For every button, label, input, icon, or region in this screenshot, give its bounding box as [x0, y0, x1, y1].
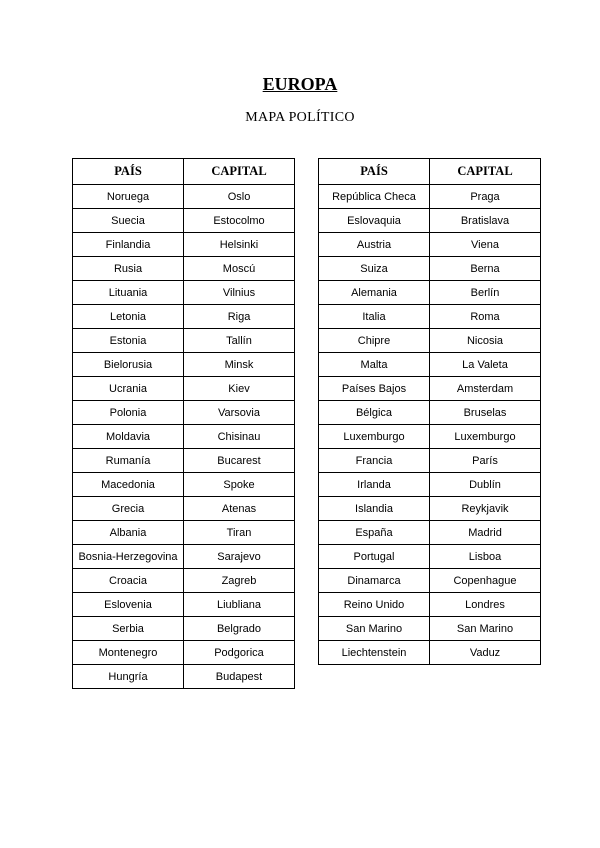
header-capital: CAPITAL: [184, 159, 295, 185]
country-cell: Moldavia: [73, 425, 184, 449]
country-cell: Lituania: [73, 281, 184, 305]
table-row: [73, 641, 295, 665]
country-cell: Francia: [319, 449, 430, 473]
country-cell: Reino Unido: [319, 593, 430, 617]
capital-cell: Riga: [184, 305, 295, 329]
country-cell: Alemania: [319, 281, 430, 305]
capital-cell: Belgrado: [184, 617, 295, 641]
capital-cell: Berlín: [430, 281, 541, 305]
capital-cell: Chisinau: [184, 425, 295, 449]
document-subtitle: MAPA POLÍTICO: [245, 110, 355, 125]
table-row: [319, 473, 541, 497]
table-row: [319, 281, 541, 305]
capital-cell: Sarajevo: [184, 545, 295, 569]
country-cell: Dinamarca: [319, 569, 430, 593]
capital-cell: Bruselas: [430, 401, 541, 425]
country-cell: Serbia: [73, 617, 184, 641]
country-cell: Polonia: [73, 401, 184, 425]
country-cell: Eslovaquia: [319, 209, 430, 233]
table-row: [73, 281, 295, 305]
countries-table-right: [318, 158, 541, 665]
capital-cell: Tallín: [184, 329, 295, 353]
country-cell: San Marino: [319, 617, 430, 641]
country-cell: Grecia: [73, 497, 184, 521]
country-cell: Suecia: [73, 209, 184, 233]
table-row: [73, 353, 295, 377]
table-row: [319, 353, 541, 377]
table-body-right: [319, 185, 541, 665]
capital-cell: Moscú: [184, 257, 295, 281]
capital-cell: Budapest: [184, 665, 295, 689]
table-row: [73, 257, 295, 281]
capital-cell: Praga: [430, 185, 541, 209]
header-country: PAÍS: [73, 159, 184, 185]
capital-cell: Atenas: [184, 497, 295, 521]
table-row: [319, 641, 541, 665]
table-row: [319, 545, 541, 569]
country-cell: República Checa: [319, 185, 430, 209]
capital-cell: Vaduz: [430, 641, 541, 665]
capital-cell: Helsinki: [184, 233, 295, 257]
table-header-row: [319, 159, 541, 185]
country-cell: Rusia: [73, 257, 184, 281]
capital-cell: Berna: [430, 257, 541, 281]
header-country: PAÍS: [319, 159, 430, 185]
capital-cell: Minsk: [184, 353, 295, 377]
country-cell: Liechtenstein: [319, 641, 430, 665]
capital-cell: Podgorica: [184, 641, 295, 665]
table-row: [73, 449, 295, 473]
country-cell: Portugal: [319, 545, 430, 569]
country-cell: Luxemburgo: [319, 425, 430, 449]
capital-cell: Amsterdam: [430, 377, 541, 401]
table-row: [319, 521, 541, 545]
country-cell: España: [319, 521, 430, 545]
capital-cell: La Valeta: [430, 353, 541, 377]
country-cell: Suiza: [319, 257, 430, 281]
table-body-left: [73, 185, 295, 689]
capital-cell: Copenhague: [430, 569, 541, 593]
capital-cell: Reykjavik: [430, 497, 541, 521]
country-cell: Eslovenia: [73, 593, 184, 617]
table-row: [73, 521, 295, 545]
table-row: [319, 401, 541, 425]
table-row: [319, 377, 541, 401]
table-row: [319, 449, 541, 473]
table-row: [73, 185, 295, 209]
header-capital: CAPITAL: [430, 159, 541, 185]
capital-cell: Lisboa: [430, 545, 541, 569]
table-row: [73, 569, 295, 593]
table-header-row: [73, 159, 295, 185]
country-cell: Austria: [319, 233, 430, 257]
capital-cell: Tiran: [184, 521, 295, 545]
table-row: [319, 257, 541, 281]
capital-cell: Nicosia: [430, 329, 541, 353]
capital-cell: Luxemburgo: [430, 425, 541, 449]
table-row: [319, 305, 541, 329]
country-cell: Albania: [73, 521, 184, 545]
country-cell: Italia: [319, 305, 430, 329]
capital-cell: San Marino: [430, 617, 541, 641]
table-row: [319, 185, 541, 209]
table-row: [319, 233, 541, 257]
table-row: [319, 497, 541, 521]
capital-cell: Viena: [430, 233, 541, 257]
capital-cell: Estocolmo: [184, 209, 295, 233]
capital-cell: Dublín: [430, 473, 541, 497]
country-cell: Países Bajos: [319, 377, 430, 401]
table-row: [73, 425, 295, 449]
capital-cell: Vilnius: [184, 281, 295, 305]
country-cell: Montenegro: [73, 641, 184, 665]
countries-table-left: [72, 158, 295, 689]
table-row: [319, 209, 541, 233]
table-row: [73, 401, 295, 425]
table-row: [73, 593, 295, 617]
table-row: [73, 473, 295, 497]
table-row: [73, 665, 295, 689]
country-cell: Chipre: [319, 329, 430, 353]
country-cell: Malta: [319, 353, 430, 377]
table-row: [73, 617, 295, 641]
table-row: [319, 593, 541, 617]
table-row: [319, 617, 541, 641]
country-cell: Hungría: [73, 665, 184, 689]
table-row: [73, 305, 295, 329]
table-row: [319, 329, 541, 353]
country-cell: Bosnia-Herzegovina: [73, 545, 184, 569]
table-row: [319, 569, 541, 593]
capital-cell: Londres: [430, 593, 541, 617]
capital-cell: Oslo: [184, 185, 295, 209]
country-cell: Islandia: [319, 497, 430, 521]
capital-cell: París: [430, 449, 541, 473]
table-row: [73, 329, 295, 353]
table-row: [73, 233, 295, 257]
capital-cell: Bratislava: [430, 209, 541, 233]
capital-cell: Madrid: [430, 521, 541, 545]
table-row: [73, 497, 295, 521]
country-cell: Irlanda: [319, 473, 430, 497]
capital-cell: Spoke: [184, 473, 295, 497]
table-row: [73, 545, 295, 569]
capital-cell: Varsovia: [184, 401, 295, 425]
table-row: [73, 209, 295, 233]
country-cell: Macedonia: [73, 473, 184, 497]
table-row: [319, 425, 541, 449]
country-cell: Estonia: [73, 329, 184, 353]
country-cell: Letonia: [73, 305, 184, 329]
document-title: EUROPA: [262, 74, 338, 94]
capital-cell: Zagreb: [184, 569, 295, 593]
capital-cell: Liubliana: [184, 593, 295, 617]
table-row: [73, 377, 295, 401]
country-cell: Bélgica: [319, 401, 430, 425]
country-cell: Rumanía: [73, 449, 184, 473]
capital-cell: Kiev: [184, 377, 295, 401]
country-cell: Ucrania: [73, 377, 184, 401]
country-cell: Bielorusia: [73, 353, 184, 377]
country-cell: Finlandia: [73, 233, 184, 257]
capital-cell: Bucarest: [184, 449, 295, 473]
country-cell: Noruega: [73, 185, 184, 209]
capital-cell: Roma: [430, 305, 541, 329]
country-cell: Croacia: [73, 569, 184, 593]
